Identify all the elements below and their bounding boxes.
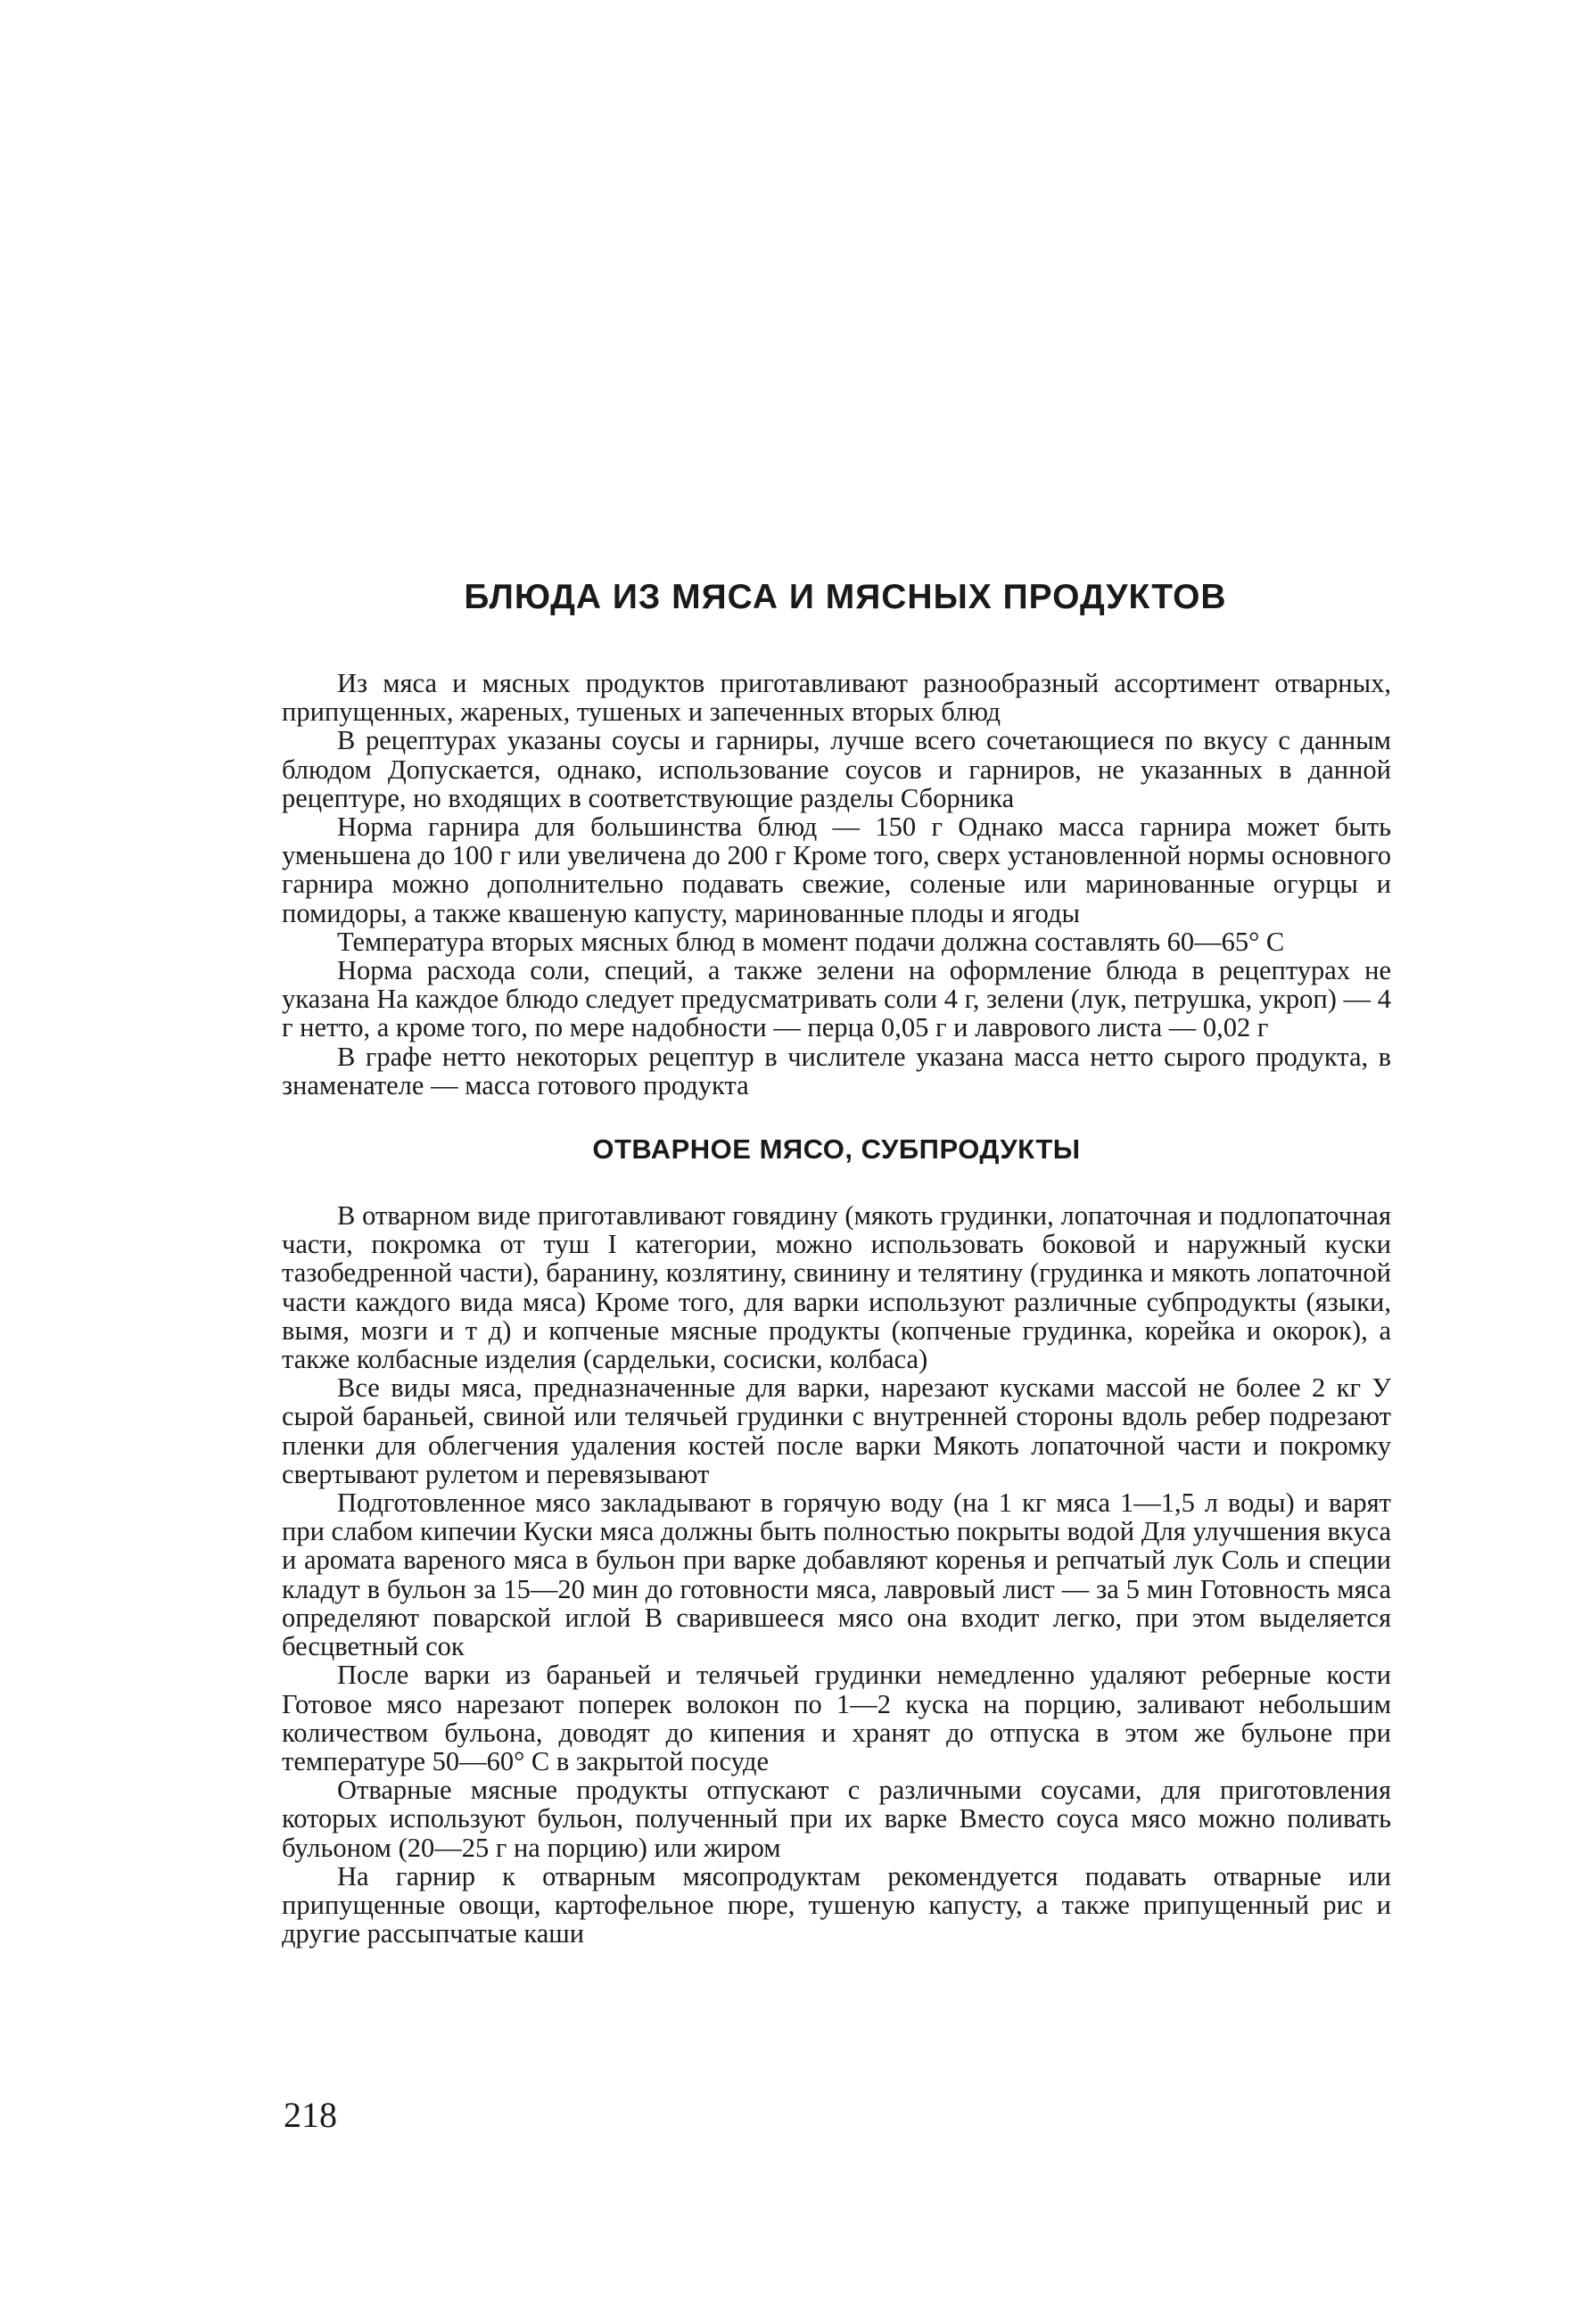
- paragraph: Норма расхода соли, специй, а также зелени на оформление блюда в рецептурах не указана На каждое блюдо следует предусматривать соли 4 г, зелени (лук, петрушка, укроп) — 4 г нетто, а кроме того, по мере надобности — перца 0,05 г и лаврового листа — 0,02 г: [282, 955, 1391, 1043]
- intro-text: [282, 669, 1391, 1100]
- section-title: ОТВАРНОЕ МЯСО, СУБПРОДУКТЫ: [592, 1133, 1081, 1166]
- paragraph: Подготовленное мясо закладывают в горячую воду (на 1 кг мяса 1—1,5 л воды) и варят при слабом кипечии Куски мяса должны быть полностью покрыты водой Для улучшения вкуса и аромата вареного мяса в бульон при варке добавляют коренья и репчатый лук Соль и специи кладут в бульон за 15—20 мин до готовности мяса, лавровый лист — за 5 мин Готовность мяса определяют поварской иглой В сварившееся мясо она входит легко, при этом выделяется бесцветный сок: [282, 1488, 1391, 1662]
- paragraph: Все виды мяса, предназначенные для варки, нарезают кусками массой не более 2 кг У сырой бараньей, свиной или телячьей грудинки с внутренней стороны вдоль ребер подрезают пленки для облегчения удаления костей после варки Мякоть лопаточной части и покромку свертывают рулетом и перевязывают: [282, 1372, 1391, 1489]
- paragraph: В отварном виде приготавливают говядину (мякоть грудинки, лопаточная и подлопаточная части, покромка от туш I категории, можно использовать боковой и наружный куски тазобедренной части), баранину, козлятину, свинину и телятину (грудинка и мякоть лопаточной части каждого вида мяса) Кроме того, для варки используют различные субпродукты (языки, вымя, мозги и т д) и копченые мясные продукты (копченые грудинка, корейка и окорок), а также колбасные изделия (сардельки, сосиски, колбаса): [282, 1200, 1391, 1375]
- paragraph: В рецептурах указаны соусы и гарниры, лучше всего сочетающиеся по вкусу с данным блюдом Допускается, однако, использование соусов и гарниров, не указанных в данной рецептуре, но входящих в соответствующие разделы Сборника: [282, 725, 1391, 813]
- paragraph: Из мяса и мясных продуктов приготавливают разнообразный ассортимент отварных, припущенных, жареных, тушеных и запеченных вторых блюд: [282, 668, 1391, 728]
- paragraph: Норма гарнира для большинства блюд — 150 г Однако масса гарнира может быть уменьшена до 100 г или увеличена до 200 г Кроме того, сверх установленной нормы основного гарнира можно дополнительно подавать свежие, соленые или маринованные огурцы и помидоры, а также квашеную капусту, маринованные плоды и ягоды: [282, 812, 1391, 928]
- paragraph: Отварные мясные продукты отпускают с различными соусами, для приготовления которых используют бульон, полученный при их варке Вместо соуса мясо можно поливать бульоном (20—25 г на порцию) или жиром: [282, 1775, 1391, 1863]
- section-text: [282, 1201, 1391, 1948]
- page-body: [282, 578, 1391, 1948]
- paragraph: После варки из бараньей и телячьей грудинки немедленно удаляют реберные кости Готовое мясо нарезают поперек волокон по 1—2 куска на порцию, заливают небольшим количеством бульона, доводят до кипения и хранят до отпуска в этом же бульоне при температуре 50—60° С в закрытой посуде: [282, 1660, 1391, 1776]
- chapter-title: БЛЮДА ИЗ МЯСА И МЯСНЫХ ПРОДУКТОВ: [464, 578, 1227, 616]
- paragraph: В графе нетто некоторых рецептур в числителе указана масса нетто сырого продукта, в знаменателе — масса готового продукта: [282, 1041, 1391, 1100]
- paragraph: Температура вторых мясных блюд в момент подачи должна составлять 60—65° С: [337, 926, 1285, 957]
- page-number: 218: [284, 2095, 337, 2135]
- paragraph: На гарнир к отварным мясопродуктам рекомендуется подавать отварные или припущенные овощи, картофельное пюре, тушеную капусту, а также припущенный рис и другие рассыпчатые каши: [282, 1860, 1391, 1949]
